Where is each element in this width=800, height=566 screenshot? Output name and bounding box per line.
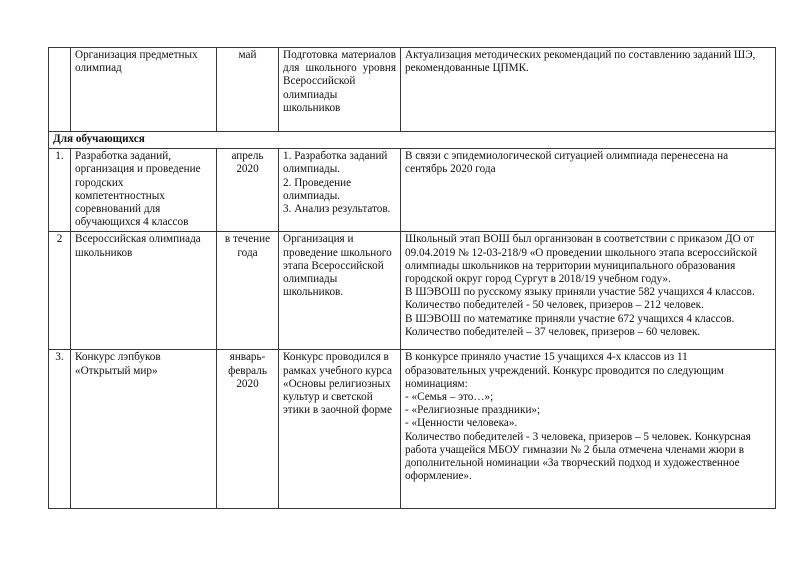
result-line: В конкурсе приняло участие 15 учащихся 4-х классов из 11 образовательных учреждений. Конкурс проводится по следующим номинациям: <box>405 351 724 390</box>
row-number <box>49 48 71 132</box>
row-number: 2 <box>49 232 71 350</box>
event-result <box>401 149 776 232</box>
content-line: Организация и проведение школьного этапа Всероссийской олимпиады школьников. <box>283 233 392 299</box>
event-content <box>279 232 401 350</box>
row-number: 3. <box>49 350 71 509</box>
content-line: 2. Проведение олимпиады. <box>283 176 352 202</box>
result-line: Количество победителей - 3 человека, призеров – 5 человек. Конкурсная работа учащейся МБОУ гимназии № 2 была отмечена членами жюри в дополнительной номинации «За творческий подход и художественное оформление». <box>405 430 751 483</box>
event-date: апрель 2020 <box>217 149 279 232</box>
result-line: В ШЭВОШ по математике приняли участие 672 учащихся 4 классов. <box>405 312 735 325</box>
table-row <box>49 232 776 350</box>
content-line: 3. Анализ результатов. <box>283 203 391 216</box>
event-date: в течение года <box>217 232 279 350</box>
event-name: Конкурс лэпбуков «Открытый мир» <box>71 350 217 509</box>
event-result <box>401 232 776 350</box>
section-title: Для обучающихся <box>49 132 776 149</box>
result-line: В ШЭВОШ по русскому языку приняли участие 582 учащихся 4 классов. <box>405 286 755 299</box>
event-content <box>279 149 401 232</box>
row-number: 1. <box>49 149 71 232</box>
event-name: Организация предметных олимпиад <box>71 48 217 132</box>
content-line: 1. Разработка заданий олимпиады. <box>283 150 388 176</box>
result-line: Количество победителей - 50 человек, призеров – 212 человек. <box>405 299 704 312</box>
event-name: Разработка заданий, организация и проведение городских компетентностных соревнований для обучающихся 4 классов <box>71 149 217 232</box>
event-result <box>401 350 776 509</box>
table-row <box>49 48 776 132</box>
content-line: Конкурс проводился в рамках учебного курса «Основы религиозных культур и светской этики в заочной форме <box>283 351 392 417</box>
event-name: Всероссийская олимпиада школьников <box>71 232 217 350</box>
result-line: Количество победителей – 37 человек, призеров – 60 человек. <box>405 325 701 338</box>
table-row <box>49 149 776 232</box>
section-row <box>49 132 776 149</box>
event-content <box>279 350 401 509</box>
event-date: январь-февраль 2020 <box>217 350 279 509</box>
table-row <box>49 350 776 509</box>
event-result: Актуализация методических рекомендаций по составлению заданий ШЭ, рекомендованные ЦПМК. <box>401 48 776 132</box>
result-line: - «Ценности человека». <box>405 417 518 430</box>
plan-table <box>48 47 776 509</box>
result-line: - «Религиозные праздники»; <box>405 404 541 417</box>
event-date: май <box>217 48 279 132</box>
result-line: Школьный этап ВОШ был организован в соответствии с приказом ДО от 09.04.2019 № 12-03-218/9 «О проведении школьного этапа всероссийской олимпиады школьников на территории муниципального образования городской округ город Сургут в 2018/19 учебном году». <box>405 233 758 286</box>
result-line: В связи с эпидемиологической ситуацией олимпиада перенесена на сентябрь 2020 года <box>405 150 729 176</box>
result-line: - «Семья – это…»; <box>405 391 494 404</box>
event-content: Подготовка материалов для школьного уровня Всероссийской олимпиады школьников <box>279 48 401 132</box>
